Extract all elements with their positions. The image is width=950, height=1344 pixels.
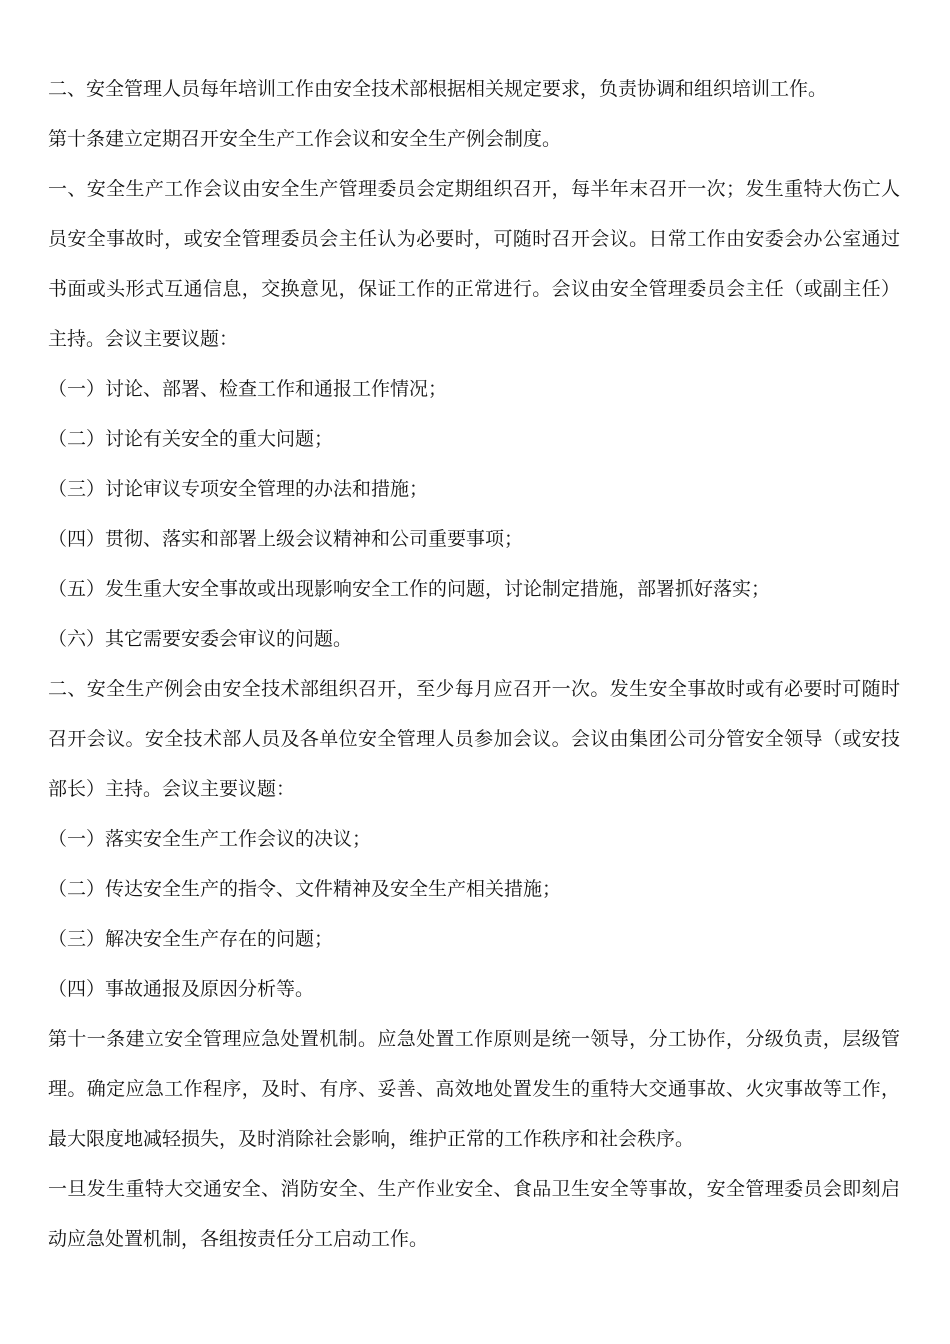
paragraph-emergency-activation: 一旦发生重特大交通安全、消防安全、生产作业安全、食品卫生安全等事故，安全管理委员会即刻启动应急处置机制，各组按责任分工启动工作。 <box>48 1178 900 1250</box>
list-item-meeting-topic-1: （一）讨论、部署、检查工作和通报工作情况； <box>48 378 448 400</box>
document-body <box>48 64 900 1264</box>
list-item-meeting-topic-5: （五）发生重大安全事故或出现影响安全工作的问题，讨论制定措施，部署抓好落实； <box>48 578 771 600</box>
paragraph-safety-work-meeting: 一、安全生产工作会议由安全生产管理委员会定期组织召开，每半年末召开一次；发生重特大伤亡人员安全事故时，或安全管理委员会主任认为必要时，可随时召开会议。日常工作由安委会办公室通过书面或头形式互通信息，交换意见，保证工作的正常进行。会议由安全管理委员会主任（或副主任）主持。会议主要议题： <box>48 178 900 350</box>
list-item-regular-topic-1: （一）落实安全生产工作会议的决议； <box>48 828 372 850</box>
list-item-regular-topic-2: （二）传达安全生产的指令、文件精神及安全生产相关措施； <box>48 878 562 900</box>
paragraph-regular-safety-meeting: 二、安全生产例会由安全技术部组织召开，至少每月应召开一次。发生安全事故时或有必要时可随时召开会议。安全技术部人员及各单位安全管理人员参加会议。会议由集团公司分管安全领导（或安技部长）主持。会议主要议题： <box>48 678 900 800</box>
list-item-regular-topic-3: （三）解决安全生产存在的问题； <box>48 928 334 950</box>
list-item-regular-topic-4: （四）事故通报及原因分析等。 <box>48 978 315 1000</box>
paragraph-article-11: 第十一条建立安全管理应急处置机制。应急处置工作原则是统一领导，分工协作，分级负责，层级管理。确定应急工作程序，及时、有序、妥善、高效地处置发生的重特大交通事故、火灾事故等工作，最大限度地减轻损失，及时消除社会影响，维护正常的工作秩序和社会秩序。 <box>48 1028 900 1150</box>
list-item-meeting-topic-3: （三）讨论审议专项安全管理的办法和措施； <box>48 478 429 500</box>
paragraph-training-coordination: 二、安全管理人员每年培训工作由安全技术部根据相关规定要求，负责协调和组织培训工作。 <box>48 78 828 100</box>
list-item-meeting-topic-6: （六）其它需要安委会审议的问题。 <box>48 628 353 650</box>
list-item-meeting-topic-4: （四）贯彻、落实和部署上级会议精神和公司重要事项； <box>48 528 524 550</box>
paragraph-article-10: 第十条建立定期召开安全生产工作会议和安全生产例会制度。 <box>48 128 562 150</box>
list-item-meeting-topic-2: （二）讨论有关安全的重大问题； <box>48 428 334 450</box>
